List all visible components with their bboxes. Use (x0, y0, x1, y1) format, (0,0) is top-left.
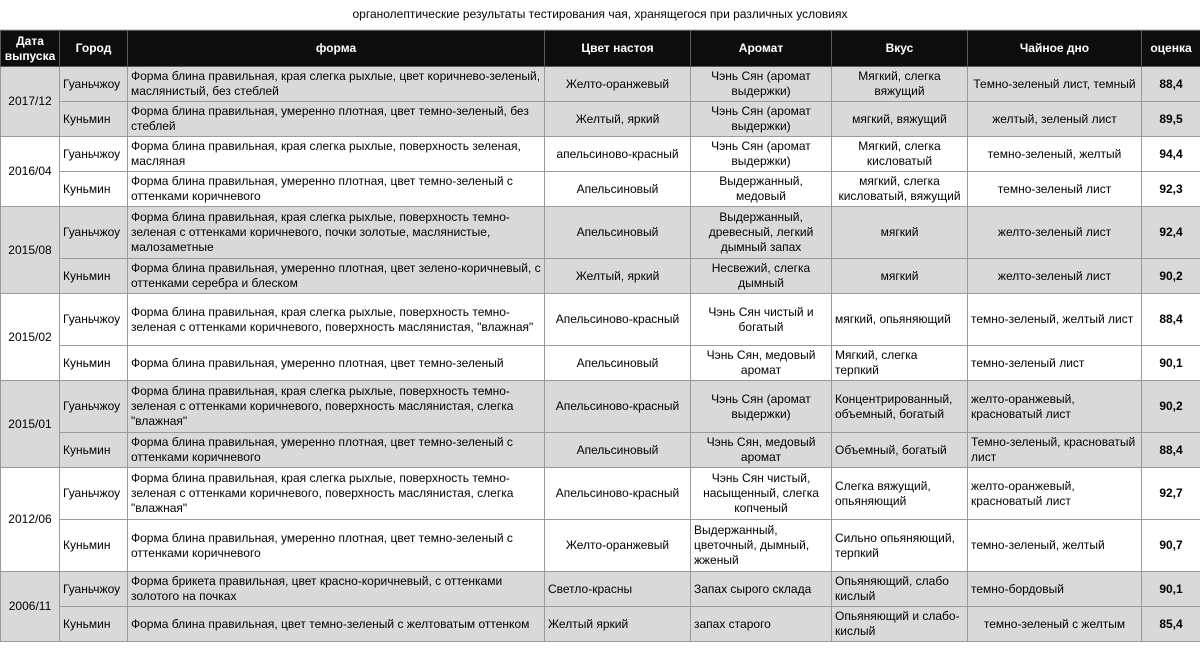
cell-taste[interactable]: Опьяняющий и слабо-кислый (832, 607, 968, 642)
cell-form[interactable]: Форма блина правильная, умеренно плотная, цвет темно-зеленый с оттенками коричневого (128, 433, 545, 468)
table-row (1, 259, 1200, 294)
cell-aroma[interactable]: Чэнь Сян (аромат выдержки) (691, 381, 832, 433)
cell-date[interactable]: 2016/04 (1, 137, 60, 207)
cell-city[interactable]: Куньмин (60, 520, 128, 572)
cell-aroma[interactable]: Чэнь Сян (аромат выдержки) (691, 102, 832, 137)
cell-bottom[interactable]: желто-оранжевый, красноватый лист (968, 381, 1142, 433)
cell-color[interactable]: Апельсиново-красный (545, 294, 691, 346)
cell-bottom[interactable]: Темно-зеленый, красноватый лист (968, 433, 1142, 468)
table-row (1, 207, 1200, 259)
cell-date[interactable]: 2012/06 (1, 468, 60, 572)
cell-bottom[interactable]: темно-зеленый с желтым (968, 607, 1142, 642)
cell-bottom[interactable]: темно-зеленый лист (968, 346, 1142, 381)
cell-form[interactable]: Форма блина правильная, края слегка рыхлые, поверхность темно-зеленая с оттенками коричневого, почки золотые, маслянистые, малозаметные (128, 207, 545, 259)
cell-city[interactable]: Гуаньчжоу (60, 294, 128, 346)
cell-color[interactable]: Апельсиновый (545, 172, 691, 207)
cell-form[interactable]: Форма блина правильная, края слегка рыхлые, поверхность зеленая, масляная (128, 137, 545, 172)
cell-aroma[interactable]: Выдержанный, древесный, легкий дымный запах (691, 207, 832, 259)
cell-color[interactable]: Желто-оранжевый (545, 67, 691, 102)
sheet-title: органолептические результаты тестирования чая, хранящегося при различных условиях (0, 0, 1200, 30)
table-row (1, 433, 1200, 468)
cell-bottom[interactable]: темно-бордовый (968, 572, 1142, 607)
cell-form[interactable]: Форма блина правильная, умеренно плотная, цвет темно-зеленый с оттенками коричневого (128, 520, 545, 572)
cell-city[interactable]: Гуаньчжоу (60, 207, 128, 259)
cell-form[interactable]: Форма блина правильная, края слегка рыхлые, поверхность темно-зеленая с оттенками коричневого, поверхность маслянистая, слегка "влажная" (128, 381, 545, 433)
cell-city[interactable]: Куньмин (60, 172, 128, 207)
cell-city[interactable]: Куньмин (60, 433, 128, 468)
cell-taste[interactable]: Слегка вяжущий, опьяняющий (832, 468, 968, 520)
header-row (1, 31, 1200, 67)
col-header-date[interactable]: Дата выпуска (1, 31, 60, 67)
cell-form[interactable]: Форма блина правильная, умеренно плотная, цвет темно-зеленый, без стеблей (128, 102, 545, 137)
cell-date[interactable]: 2015/02 (1, 294, 60, 381)
table-row (1, 520, 1200, 572)
cell-bottom[interactable]: желто-оранжевый, красноватый лист (968, 468, 1142, 520)
cell-color[interactable]: Апельсиново-красный (545, 468, 691, 520)
cell-taste[interactable]: Мягкий, слегка вяжущий (832, 67, 968, 102)
cell-score[interactable]: 90,2 (1142, 381, 1200, 433)
table-row (1, 468, 1200, 520)
cell-taste[interactable]: мягкий, слегка кисловатый, вяжущий (832, 172, 968, 207)
cell-date[interactable]: 2006/11 (1, 572, 60, 642)
cell-taste[interactable]: мягкий, опьяняющий (832, 294, 968, 346)
cell-aroma[interactable]: Чэнь Сян чистый и богатый (691, 294, 832, 346)
cell-aroma[interactable]: Чэнь Сян, медовый аромат (691, 433, 832, 468)
table-row (1, 294, 1200, 346)
cell-color[interactable]: Апельсиновый (545, 207, 691, 259)
col-header-bottom[interactable]: Чайное дно (968, 31, 1142, 67)
cell-date[interactable]: 2015/01 (1, 381, 60, 468)
cell-taste[interactable]: мягкий (832, 207, 968, 259)
cell-bottom[interactable]: Темно-зеленый лист, темный (968, 67, 1142, 102)
col-header-form[interactable]: форма (128, 31, 545, 67)
cell-bottom[interactable]: темно-зеленый, желтый (968, 520, 1142, 572)
col-header-color[interactable]: Цвет настоя (545, 31, 691, 67)
cell-score[interactable]: 92,3 (1142, 172, 1200, 207)
cell-form[interactable]: Форма блина правильная, края слегка рыхлые, поверхность темно-зеленая с оттенками коричневого, поверхность маслянистая, слегка "влажная" (128, 468, 545, 520)
cell-color[interactable]: Светло-красны (545, 572, 691, 607)
cell-color[interactable]: Апельсиново-красный (545, 381, 691, 433)
cell-city[interactable]: Гуаньчжоу (60, 67, 128, 102)
col-header-taste[interactable]: Вкус (832, 31, 968, 67)
cell-city[interactable]: Гуаньчжоу (60, 137, 128, 172)
cell-aroma[interactable]: Несвежий, слегка дымный (691, 259, 832, 294)
cell-city[interactable]: Гуаньчжоу (60, 381, 128, 433)
cell-taste[interactable]: Концентрированный, объемный, богатый (832, 381, 968, 433)
cell-color[interactable]: Желтый яркий (545, 607, 691, 642)
cell-score[interactable]: 90,2 (1142, 259, 1200, 294)
cell-score[interactable]: 89,5 (1142, 102, 1200, 137)
cell-score[interactable]: 94,4 (1142, 137, 1200, 172)
cell-taste[interactable]: Сильно опьяняющий, терпкий (832, 520, 968, 572)
cell-form[interactable]: Форма блина правильная, края слегка рыхлые, цвет коричнево-зеленый, маслянистый, без стеблей (128, 67, 545, 102)
cell-score[interactable]: 88,4 (1142, 67, 1200, 102)
table-row (1, 572, 1200, 607)
table-row (1, 102, 1200, 137)
cell-bottom[interactable]: желто-зеленый лист (968, 259, 1142, 294)
cell-bottom[interactable]: желто-зеленый лист (968, 207, 1142, 259)
cell-date[interactable]: 2017/12 (1, 67, 60, 137)
cell-taste[interactable]: Опьяняющий, слабо кислый (832, 572, 968, 607)
cell-aroma[interactable]: Выдержанный, медовый (691, 172, 832, 207)
cell-city[interactable]: Куньмин (60, 102, 128, 137)
col-header-city[interactable]: Город (60, 31, 128, 67)
cell-score[interactable]: 90,1 (1142, 346, 1200, 381)
cell-score[interactable]: 88,4 (1142, 294, 1200, 346)
table-row (1, 67, 1200, 102)
col-header-aroma[interactable]: Аромат (691, 31, 832, 67)
cell-form[interactable]: Форма блина правильная, края слегка рыхлые, поверхность темно-зеленая с оттенками коричневого, поверхность маслянистая, "влажная" (128, 294, 545, 346)
cell-aroma[interactable]: Чэнь Сян, медовый аромат (691, 346, 832, 381)
cell-aroma[interactable]: запах старого (691, 607, 832, 642)
cell-score[interactable]: 92,4 (1142, 207, 1200, 259)
cell-aroma[interactable]: Чэнь Сян (аромат выдержки) (691, 67, 832, 102)
cell-city[interactable]: Гуаньчжоу (60, 572, 128, 607)
cell-score[interactable]: 92,7 (1142, 468, 1200, 520)
cell-bottom[interactable]: темно-зеленый, желтый (968, 137, 1142, 172)
cell-score[interactable]: 90,7 (1142, 520, 1200, 572)
cell-aroma[interactable]: Выдержанный, цветочный, дымный, жженый (691, 520, 832, 572)
cell-form[interactable]: Форма блина правильная, умеренно плотная, цвет темно-зеленый (128, 346, 545, 381)
cell-score[interactable]: 90,1 (1142, 572, 1200, 607)
cell-score[interactable]: 88,4 (1142, 433, 1200, 468)
cell-color[interactable]: Апельсиновый (545, 433, 691, 468)
cell-taste[interactable]: Объемный, богатый (832, 433, 968, 468)
cell-bottom[interactable]: темно-зеленый лист (968, 172, 1142, 207)
cell-city[interactable]: Гуаньчжоу (60, 468, 128, 520)
cell-aroma[interactable]: Чэнь Сян чистый, насыщенный, слегка копченый (691, 468, 832, 520)
cell-form[interactable]: Форма брикета правильная, цвет красно-коричневый, с оттенками золотого на почках (128, 572, 545, 607)
results-table (0, 30, 1200, 642)
table-row (1, 172, 1200, 207)
cell-taste[interactable]: мягкий (832, 259, 968, 294)
table-row (1, 381, 1200, 433)
cell-score[interactable]: 85,4 (1142, 607, 1200, 642)
cell-color[interactable]: Желто-оранжевый (545, 520, 691, 572)
cell-color[interactable]: Желтый, яркий (545, 259, 691, 294)
table-row (1, 607, 1200, 642)
cell-city[interactable]: Куньмин (60, 607, 128, 642)
cell-form[interactable]: Форма блина правильная, умеренно плотная, цвет темно-зеленый с оттенками коричневого (128, 172, 545, 207)
cell-date[interactable]: 2015/08 (1, 207, 60, 294)
cell-taste[interactable]: Мягкий, слегка терпкий (832, 346, 968, 381)
cell-bottom[interactable]: темно-зеленый, желтый лист (968, 294, 1142, 346)
cell-color[interactable]: Желтый, яркий (545, 102, 691, 137)
cell-aroma[interactable]: Запах сырого склада (691, 572, 832, 607)
cell-city[interactable]: Куньмин (60, 346, 128, 381)
cell-form[interactable]: Форма блина правильная, цвет темно-зеленый с желтоватым оттенком (128, 607, 545, 642)
cell-taste[interactable]: мягкий, вяжущий (832, 102, 968, 137)
table-row (1, 137, 1200, 172)
cell-city[interactable]: Куньмин (60, 259, 128, 294)
cell-bottom[interactable]: желтый, зеленый лист (968, 102, 1142, 137)
cell-taste[interactable]: Мягкий, слегка кисловатый (832, 137, 968, 172)
cell-color[interactable]: апельсиново-красный (545, 137, 691, 172)
cell-form[interactable]: Форма блина правильная, умеренно плотная, цвет зелено-коричневый, с оттенками серебра и блеском (128, 259, 545, 294)
cell-aroma[interactable]: Чэнь Сян (аромат выдержки) (691, 137, 832, 172)
table-row (1, 346, 1200, 381)
col-header-score[interactable]: оценка (1142, 31, 1200, 67)
cell-color[interactable]: Апельсиновый (545, 346, 691, 381)
